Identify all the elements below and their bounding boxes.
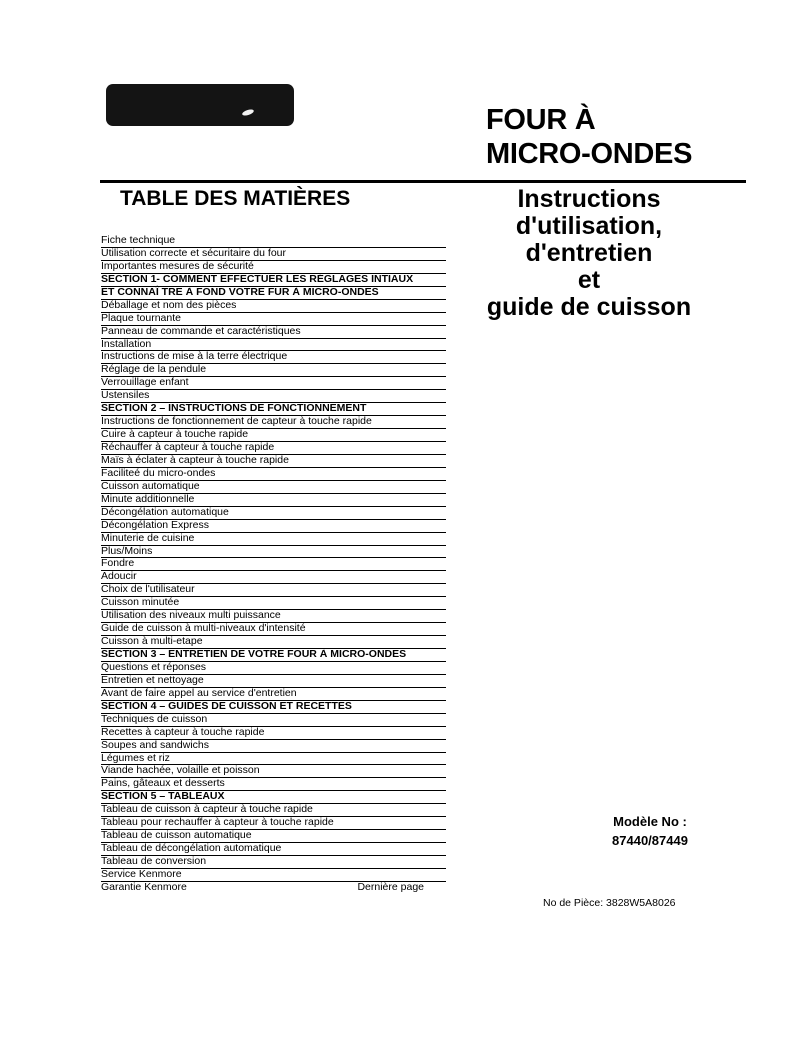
header-rule [100,180,746,183]
toc-entry: Tableau de décongélation automatique [101,843,446,856]
toc-entry: Pains, gâteaux et desserts [101,778,446,791]
toc-entry: Minute additionnelle [101,494,446,507]
toc-entry: Faciliteé du micro-ondes [101,468,446,481]
toc-entry-last [101,882,446,895]
toc-entry: Ustensiles [101,390,446,403]
toc-entry: Fiche technique [101,235,446,248]
toc-entry: Utilisation correcte et sécuritaire du four [101,248,446,261]
toc-entry: Adoucir [101,571,446,584]
toc-entry: Techniques de cuisson [101,714,446,727]
toc-entry: Tableau de cuisson à capteur à touche rapide [101,804,446,817]
toc-entry-text: Garantie Kenmore [101,880,187,893]
title-line-1: FOUR À [486,104,596,136]
toc-entry: Verrouillage enfant [101,377,446,390]
toc-entry: Viande hachée, volaille et poisson [101,765,446,778]
title-line-2: MICRO-ONDES [486,138,693,170]
subtitle-line: Instructions [517,185,661,213]
toc-section-heading: SECTION 5 – TABLEAUX [101,791,446,804]
toc-entry: Tableau pour rechauffer à capteur à touche rapide [101,817,446,830]
subtitle-line: et [577,266,601,294]
toc-entry: Décongélation automatique [101,507,446,520]
toc-entry: Questions et réponses [101,662,446,675]
toc-section-heading: SECTION 4 – GUIDES DE CUISSON ET RECETTES [101,701,446,714]
toc-entry: Cuire à capteur à touche rapide [101,429,446,442]
table-of-contents [101,235,446,895]
toc-entry: Décongélation Express [101,520,446,533]
model-numbers: 87440/87449 [612,833,688,848]
toc-entry: Cuisson à multi-etape [101,636,446,649]
toc-entry: Entretien et nettoyage [101,675,446,688]
toc-section-heading: SECTION 2 – INSTRUCTIONS DE FONCTIONNEMENT [101,403,446,416]
toc-section-heading: SECTION 3 – ENTRETIEN DE VOTRE FOUR À MICRO-ONDES [101,649,446,662]
subtitle-line: d'entretien [525,239,653,267]
toc-entry: Guide de cuisson à multi-niveaux d'intensité [101,623,446,636]
toc-entry: Installation [101,339,446,352]
toc-entry: Avant de faire appel au service d'entretien [101,688,446,701]
toc-entry: Légumes et riz [101,753,446,766]
subtitle-line: guide de cuisson [486,293,692,321]
toc-entry: Tableau de cuisson automatique [101,830,446,843]
part-number: No de Pièce: 3828W5A8026 [543,897,676,909]
model-block [570,812,730,850]
toc-entry: Minuterie de cuisine [101,533,446,546]
brand-logo [106,84,294,126]
toc-entry: Recettes à capteur à touche rapide [101,727,446,740]
toc-entry: Tableau de conversion [101,856,446,869]
toc-entry: Instructions de mise à la terre électrique [101,351,446,364]
toc-entry: Déballage et nom des pièces [101,300,446,313]
toc-entry: Utilisation des niveaux multi puissance [101,610,446,623]
toc-heading: TABLE DES MATIÈRES [120,187,351,210]
toc-entry: Panneau de commande et caractéristiques [101,326,446,339]
toc-entry: Service Kenmore [101,869,446,882]
toc-entry: Instructions de fonctionnement de capteur à touche rapide [101,416,446,429]
toc-section-heading: ET CONNAÎ TRE À FOND VOTRE FUR À MICRO-ONDES [101,287,446,300]
toc-entry: Maïs à éclater à capteur à touche rapide [101,455,446,468]
toc-section-heading: SECTION 1- COMMENT EFFECTUER LES RÉGLAGES INTIAUX [101,274,446,287]
toc-entry: Plus/Moins [101,546,446,559]
toc-entry: Réglage de la pendule [101,364,446,377]
toc-entry: Réchauffer à capteur à touche rapide [101,442,446,455]
model-label: Modèle No : [613,814,687,829]
logo-mark-icon [242,108,255,116]
toc-entry: Plaque tournante [101,313,446,326]
document-title [486,103,692,171]
toc-entry: Fondre [101,558,446,571]
toc-entry: Cuisson minutée [101,597,446,610]
toc-page-ref: Dernière page [357,880,424,893]
subtitle-block [478,186,700,321]
subtitle-line: d'utilisation, [515,212,663,240]
toc-entry: Importantes mesures de sécurité [101,261,446,274]
toc-entry: Choix de l'utilisateur [101,584,446,597]
toc-entry: Cuisson automatique [101,481,446,494]
toc-entry: Soupes and sandwichs [101,740,446,753]
